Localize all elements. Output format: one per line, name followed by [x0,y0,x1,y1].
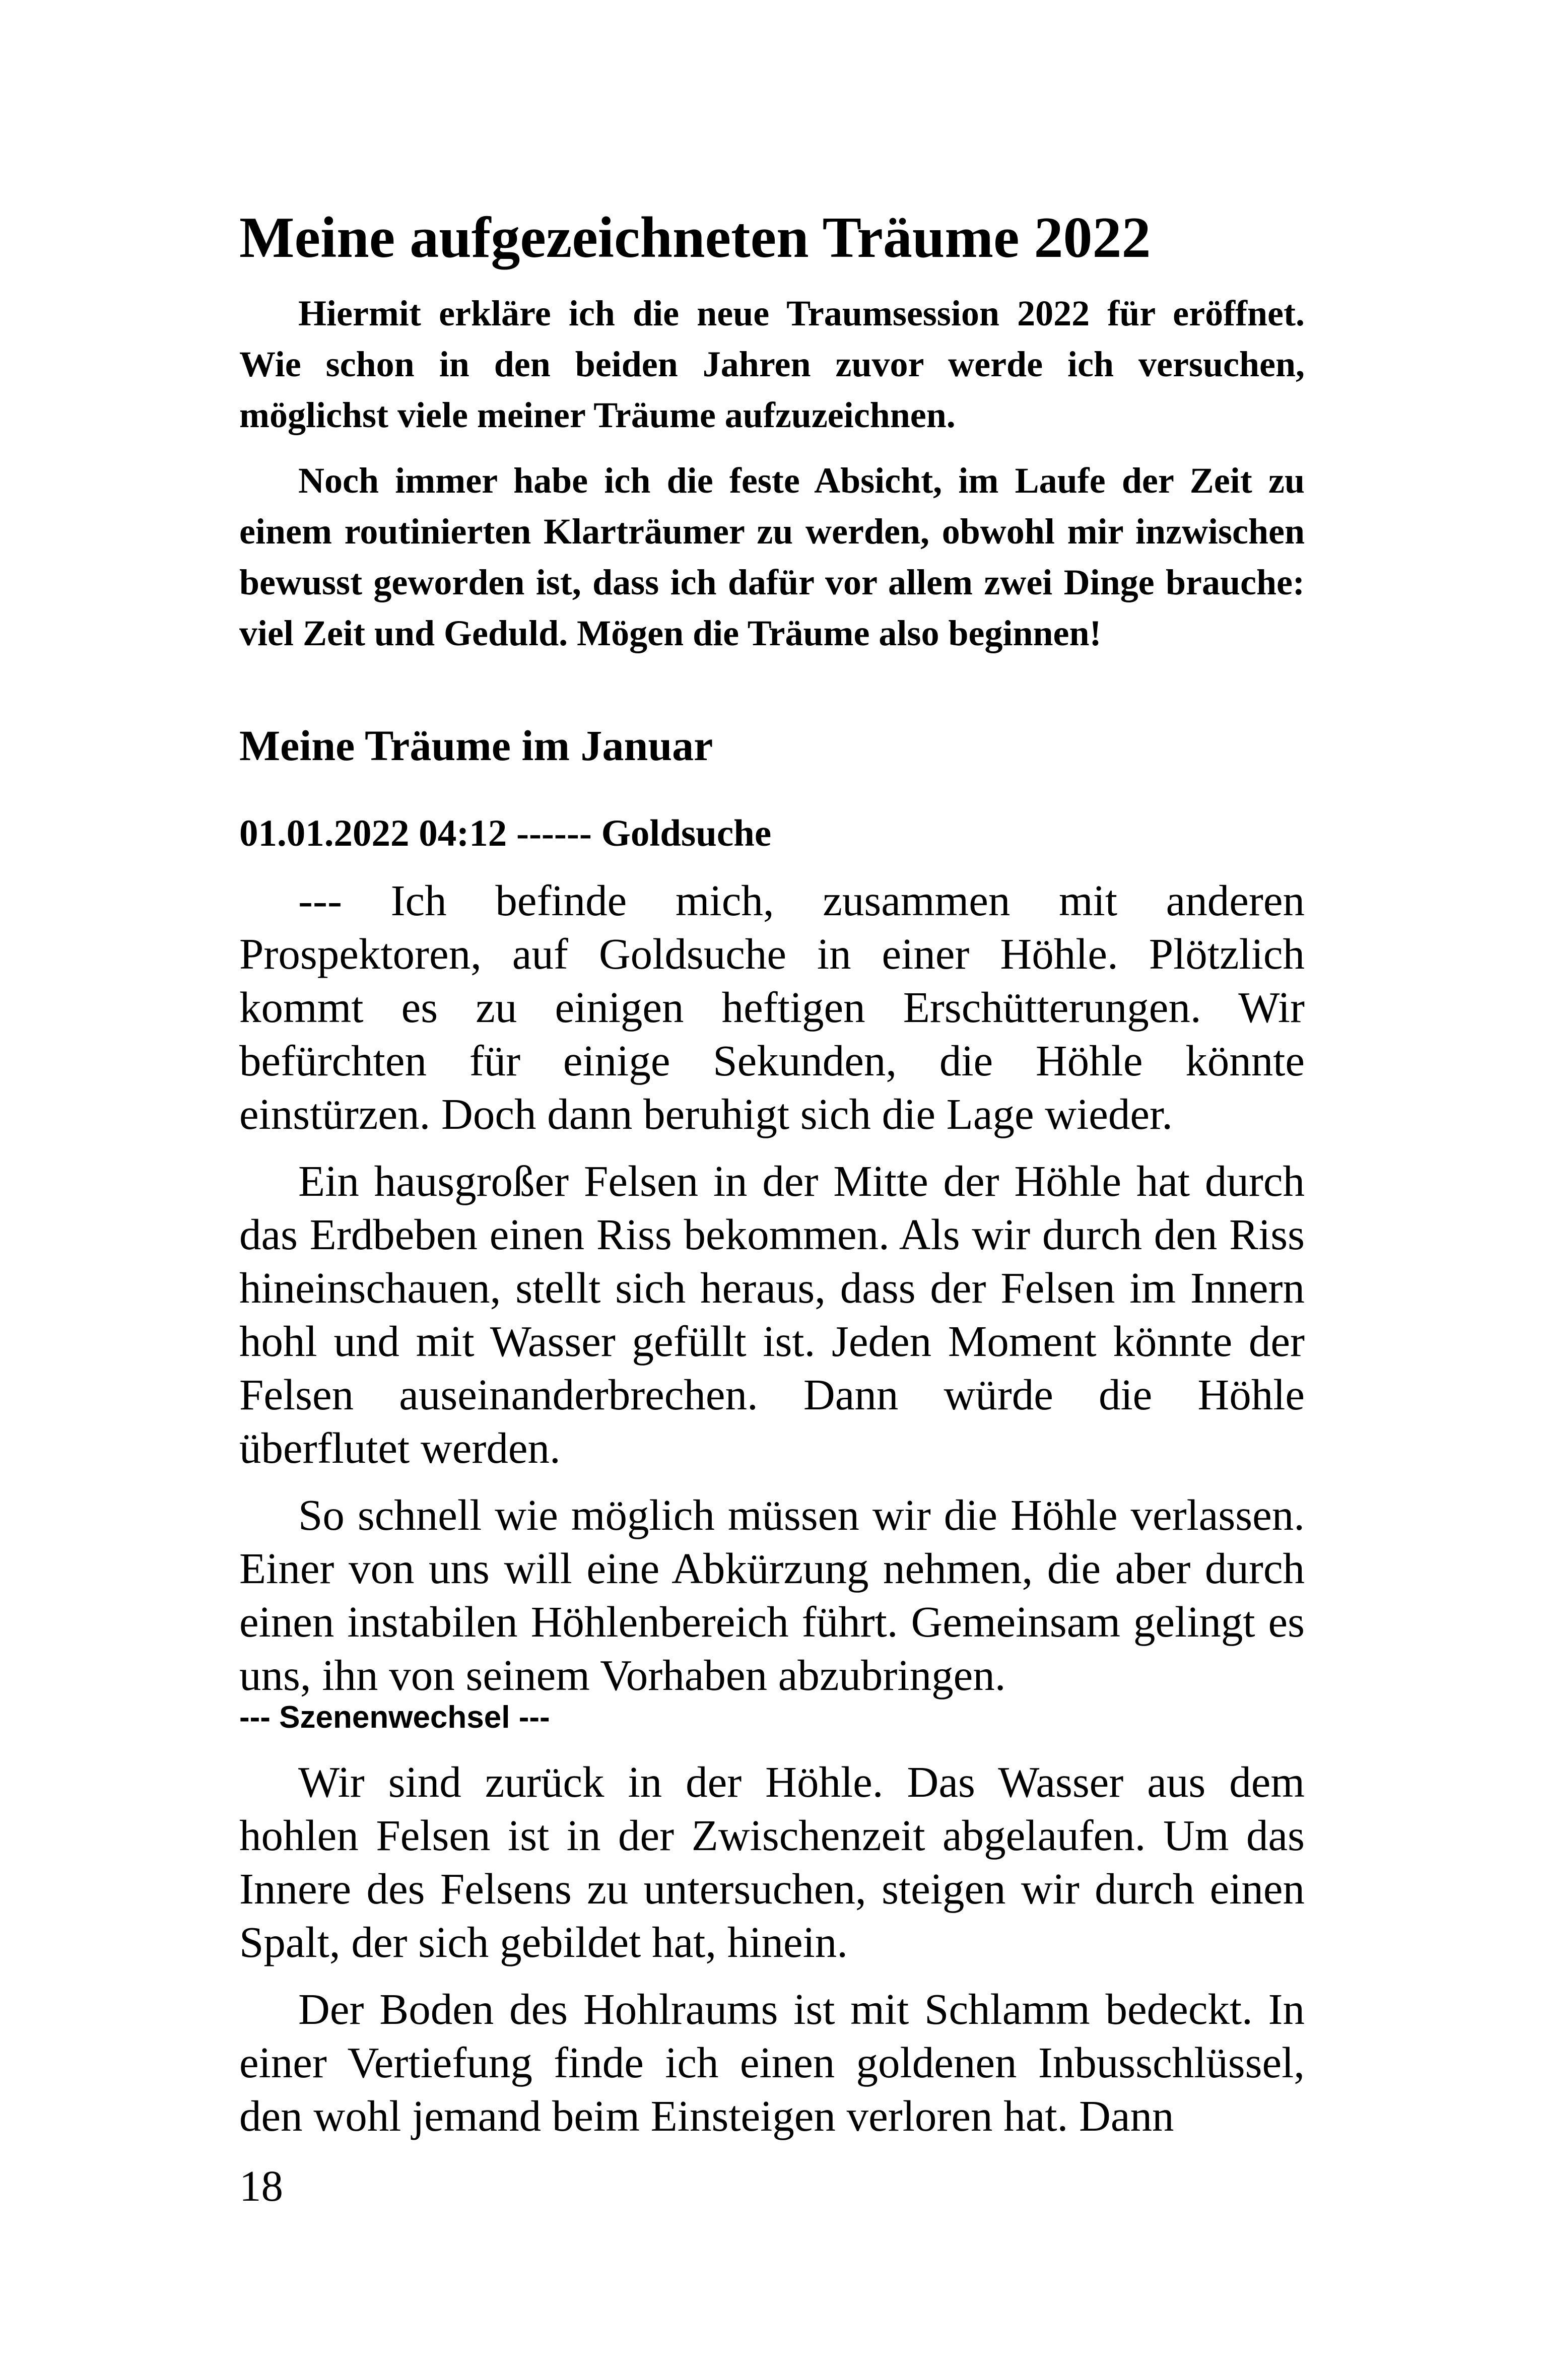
book-page [239,0,1305,2380]
dream-entry-heading: 01.01.2022 04:12 ------ Goldsuche [239,812,772,854]
page-number: 18 [239,2161,283,2210]
dream-paragraph: So schnell wie möglich müssen wir die Höhle verlassen. Einer von uns will eine Abkürzung nehmen, die aber durch einen instabilen Höhlenbereich führt. Gemeinsam gelingt es uns, ihn von seinem Vorhaben abzubringen. [239,1490,1305,1699]
dream-paragraph: Ein hausgroßer Felsen in der Mitte der Höhle hat durch das Erdbeben einen Riss bekommen. Als wir durch den Riss hineinschauen, stellt sich heraus, dass der Felsen im Innern hohl und mit Wasser gefüllt ist. Jeden Moment könnte der Felsen auseinanderbrechen. Dann würde die Höhle überflutet werden. [239,1157,1305,1472]
dream-paragraph: Der Boden des Hohlraums ist mit Schlamm bedeckt. In einer Vertiefung finde ich einen goldenen Inbusschlüssel, den wohl jemand beim Einsteigen verloren hat. Dann [239,1985,1305,2140]
dream-text-part-1 [239,874,1305,1702]
intro-paragraph: Noch immer habe ich die feste Absicht, im Laufe der Zeit zu einem routinierten Klarträumer zu werden, obwohl mir inzwischen bewusst geworden ist, dass ich dafür vor allem zwei Dinge brauche: viel Zeit und Geduld. Mögen die Träume also beginnen! [239,460,1305,653]
scene-change-marker: --- Szenenwechsel --- [239,1700,550,1735]
chapter-title: Meine aufgezeichneten Träume 2022 [239,206,1151,270]
intro-block [239,288,1305,659]
dream-paragraph: --- Ich befinde mich, zusammen mit anderen Prospektoren, auf Goldsuche in einer Höhle. Plötzlich kommt es zu einigen heftigen Erschütterungen. Wir befürchten für einige Sekunden, die Höhle könnte einstürzen. Doch dann beruhigt sich die Lage wieder. [239,876,1305,1138]
dream-paragraph: Wir sind zurück in der Höhle. Das Wasser aus dem hohlen Felsen ist in der Zwischenzeit abgelaufen. Um das Innere des Felsens zu untersuchen, steigen wir durch einen Spalt, der sich gebildet hat, hinein. [239,1757,1305,1966]
dream-text-part-2 [239,1755,1305,2143]
section-heading: Meine Träume im Januar [239,721,713,770]
intro-paragraph: Hiermit erkläre ich die neue Traumsession 2022 für eröffnet. Wie schon in den beiden Jahren zuvor werde ich versuchen, möglichst viele meiner Träume aufzuzeichnen. [239,293,1305,435]
